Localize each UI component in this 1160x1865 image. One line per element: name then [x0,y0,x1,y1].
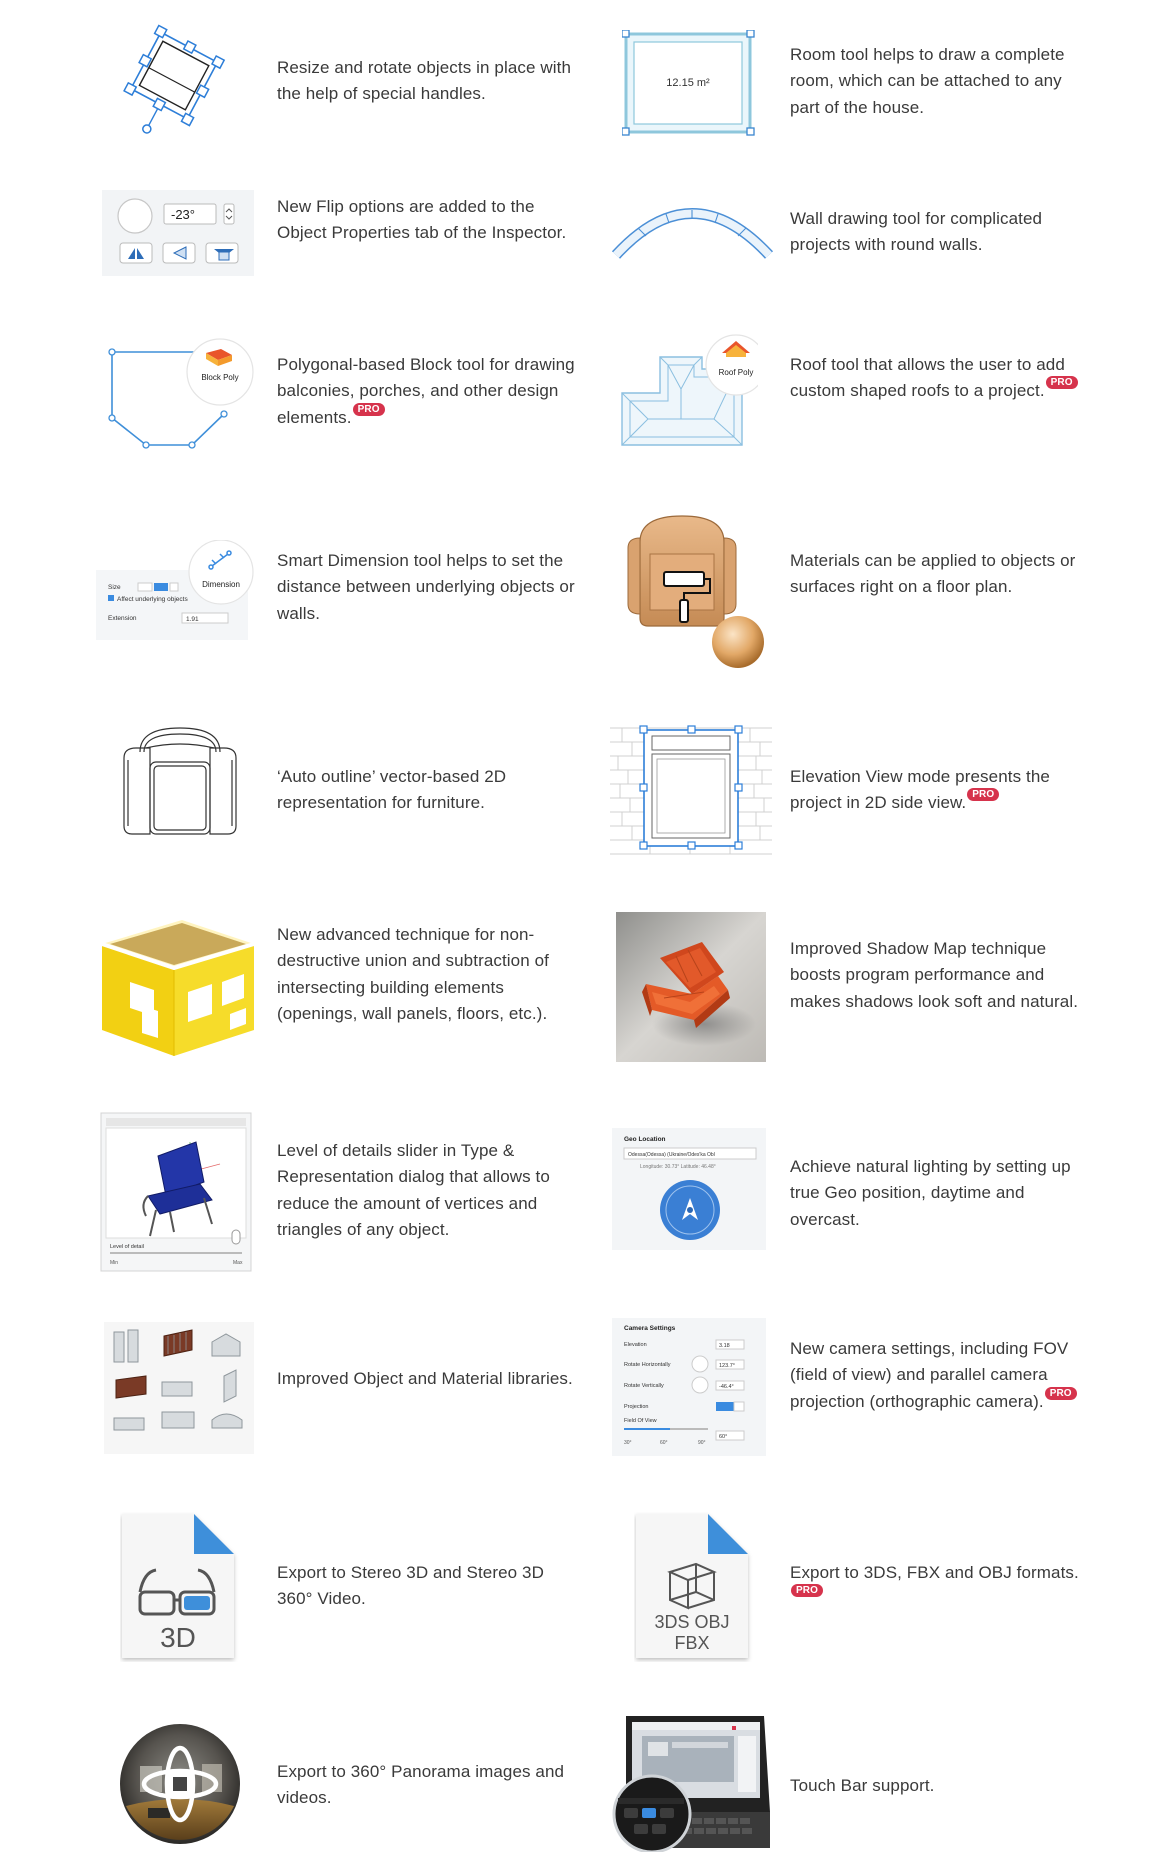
geo-location-icon [612,1128,766,1250]
feature-text-geo: Achieve natural lighting by setting up true Geo position, daytime and overcast. [790,1157,1071,1229]
feature-text-block: Polygonal-based Block tool for drawing balconies, porches, and other design elements. PRO [277,355,575,427]
feature-text-union: New advanced technique for non-destructive union and subtraction of intersecting building elements (openings, wall panels, floors, etc.). [277,925,549,1024]
armchair-outline-icon [120,722,240,842]
geo-location: Odessa(Odessa) (Ukraine/Odes'ka Obl [628,1152,715,1158]
3ds-obj-fbx-file-icon [634,1512,754,1662]
feature-text-libraries: Improved Object and Material libraries. [277,1369,573,1388]
feature-text-lod: Level of details slider in Type & Representation dialog that allows to reduce the amount of vertices and triangles of any object. [277,1141,550,1240]
object-library-icon [104,1322,254,1454]
feature-text-room: Room tool helps to draw a complete room, which can be attached to any part of the house. [790,45,1065,117]
feature-text-resize: Resize and rotate objects in place with the help of special handles. [277,58,572,104]
room-tool-icon [622,30,756,136]
extension-value: 1.91 [186,616,199,623]
touch-bar-laptop-icon [612,1712,770,1852]
stereo-3d-file-icon [120,1512,240,1662]
pro-badge: PRO [353,403,385,416]
size-label: Size [108,584,121,591]
pro-badge: PRO [791,1584,823,1597]
feature-text-camera: New camera settings, including FOV (field of view) and parallel camera projection (orthographic camera). PRO [790,1336,1090,1415]
formats-label-1: 3DS OBJ [654,1612,730,1632]
geo-coords: Longitude: 30.73° Latitude: 46.48° [640,1164,716,1170]
pro-badge: PRO [967,788,999,801]
extension-label: Extension [108,615,137,622]
camera-row-value: 123.7° [719,1363,735,1369]
camera-title: Camera Settings [624,1325,676,1332]
paint-roller-armchair-icon [626,514,766,670]
dimension-icon [96,540,256,640]
formats-label-2: FBX [674,1633,710,1653]
camera-row-label: Rotate Vertically [624,1383,664,1389]
lod-max: Max [233,1260,243,1266]
feature-text-flip: New Flip options are added to the Object Properties tab of the Inspector. [277,197,567,243]
camera-row-value: 3.18 [719,1343,730,1349]
geo-title: Geo Location [624,1136,666,1143]
feature-text-materials: Materials can be applied to objects or surfaces right on a floor plan. [790,551,1076,597]
feature-text-touchbar: Touch Bar support. [790,1776,935,1795]
camera-row-value: -46.4° [719,1384,734,1390]
block-poly-label: Block Poly [201,373,239,382]
camera-row-label: Rotate Horizontally [624,1362,671,1368]
pro-badge: PRO [1046,376,1078,389]
feature-text-outline: ‘Auto outline’ vector-based 2D representation for furniture. [277,767,507,813]
level-of-detail-icon [100,1112,252,1272]
block-poly-icon [106,330,256,455]
room-area-label: 12.15 m² [666,77,710,89]
flip-angle-value: -23° [171,207,195,222]
camera-row-label: Field Of View [624,1418,657,1424]
fov-tick: 60° [660,1440,668,1446]
elevation-window-icon [610,718,772,860]
camera-row-label: Projection [624,1404,649,1410]
feature-text-formats: Export to 3DS, FBX and OBJ formats.PRO [790,1563,1079,1597]
roof-poly-icon [618,333,758,451]
feature-text-panorama: Export to 360° Panorama images and videos. [277,1762,565,1808]
resize-handles-icon [120,24,235,139]
yellow-room-icon [100,918,256,1058]
orange-armchair-icon [616,912,766,1062]
fov-tick: 90° [698,1440,706,1446]
pro-badge: PRO [1045,1387,1077,1400]
dimension-label: Dimension [202,580,240,589]
lod-label: Level of detail [110,1244,144,1250]
feature-text-roof: Roof tool that allows the user to add custom shaped roofs to a project. PRO [790,352,1090,405]
feature-text-stereo: Export to Stereo 3D and Stereo 3D 360° Video. [277,1563,544,1609]
affect-label: Affect underlying objects [117,596,188,603]
camera-settings-icon [612,1318,766,1456]
feature-text-elevation: Elevation View mode presents the project in 2D side view. PRO [790,767,1050,813]
flip-options-icon [102,190,254,276]
panorama-360-icon [118,1722,242,1846]
feature-text-dimension: Smart Dimension tool helps to set the distance between underlying objects or walls. [277,551,575,623]
stereo-3d-label: 3D [160,1622,196,1653]
camera-row-value: 60° [719,1434,728,1440]
lod-min: Min [110,1260,119,1266]
roof-poly-label: Roof Poly [718,368,754,377]
feature-text-wall: Wall drawing tool for complicated projects with round walls. [790,209,1043,255]
camera-row-label: Elevation [624,1342,647,1348]
round-wall-icon [610,200,775,262]
feature-text-shadow: Improved Shadow Map technique boosts program performance and makes shadows look soft and natural. [790,939,1079,1011]
fov-tick: 30° [624,1440,632,1446]
